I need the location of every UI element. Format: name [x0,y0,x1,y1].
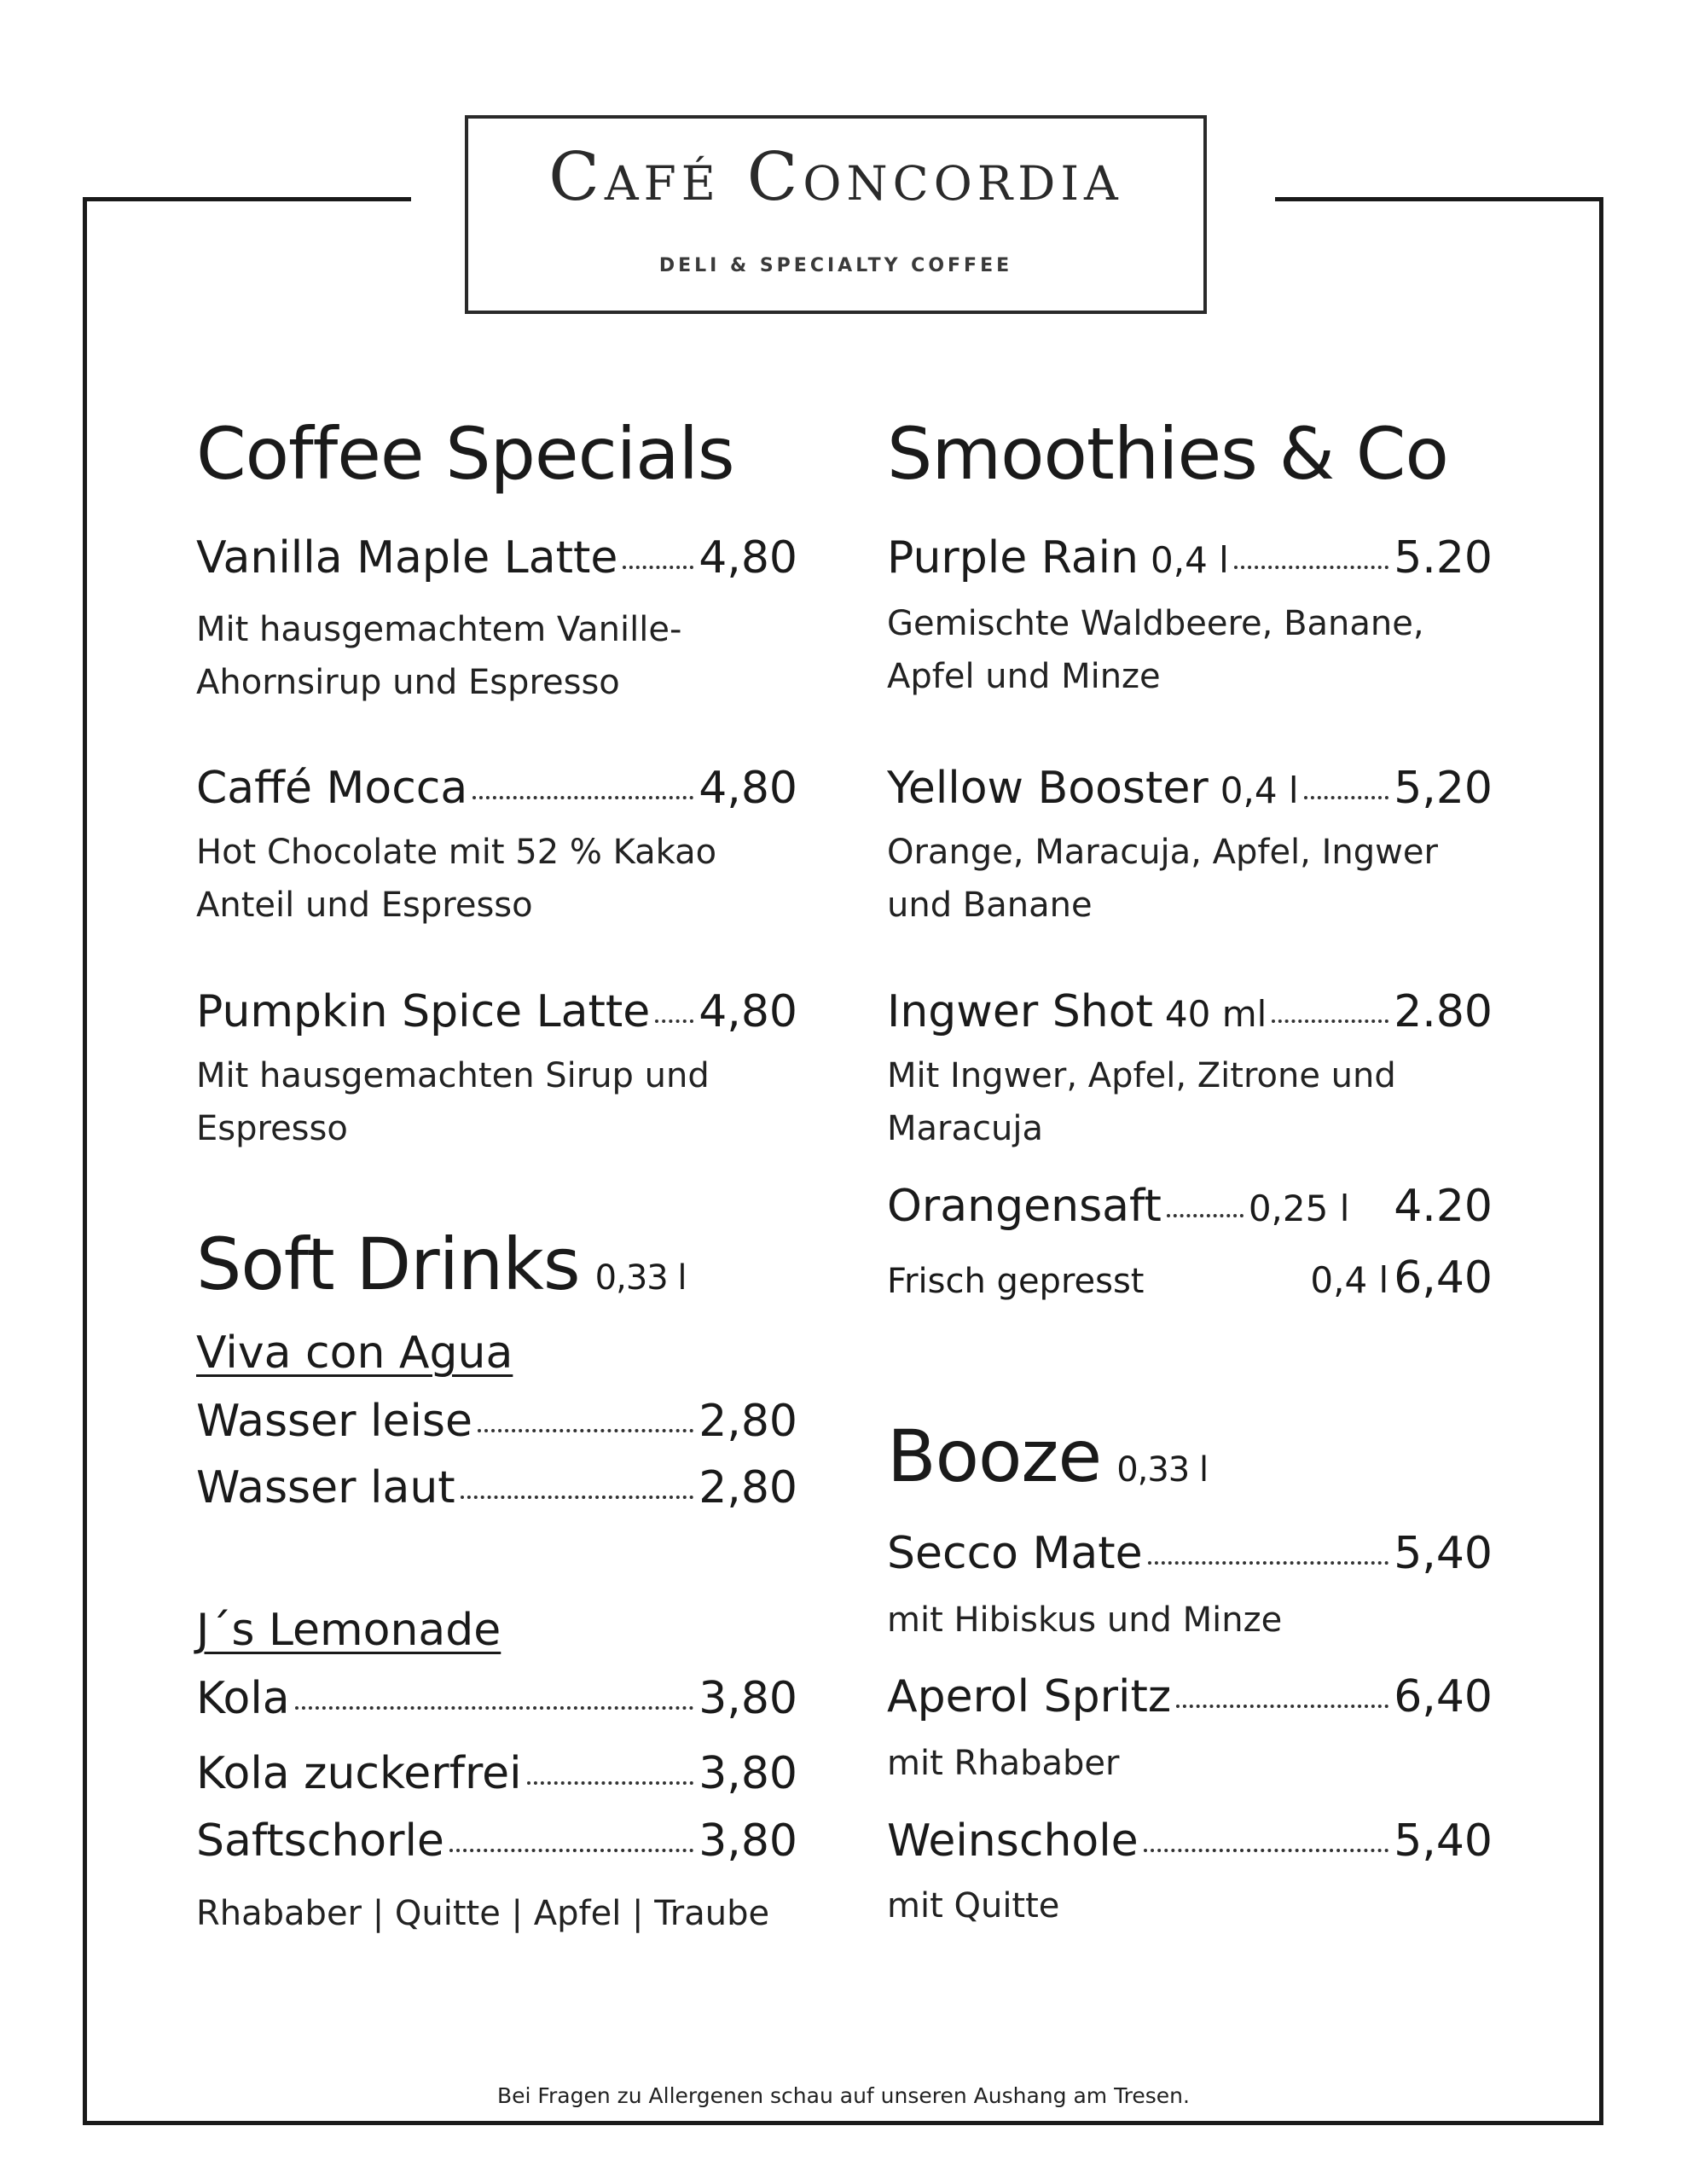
item-price: 5,40 [1394,1528,1493,1579]
frame-border-left [83,197,87,2125]
leader-dots [472,796,693,799]
menu-item-weinschole [887,1815,1493,1867]
item-price: 4,80 [699,532,797,584]
item-price: 4,80 [699,763,797,814]
logo-subtitle: DELI & SPECIALTY COFFEE [658,255,1013,276]
menu-item-purple-rain [887,532,1493,584]
item-name: Ingwer Shot [887,986,1153,1037]
frame-border-top-right [1275,197,1603,201]
item-description [196,826,797,932]
item-price: 3,80 [699,1673,797,1724]
item-description [887,826,1493,932]
menu-item-vanilla-maple-latte [196,532,797,584]
leader-dots [655,1019,693,1023]
item-description: mit Quitte [887,1886,1060,1926]
logo [465,115,1207,314]
item-size: 0,4 l [1151,539,1229,581]
item-name: Wasser laut [196,1462,455,1513]
item-price: 2,80 [699,1396,797,1447]
flavor-options: Rhababer | Quitte | Apfel | Traube [196,1894,770,1933]
leader-dots [623,566,693,569]
item-description [887,597,1493,703]
leader-dots [449,1849,693,1852]
desc-line: Gemischte Waldbeere, Banane, [887,604,1424,643]
item-name: Yellow Booster [887,763,1209,814]
allergen-footer-note: Bei Fragen zu Allergenen schau auf unseren Aushang am Tresen. [497,2083,1190,2108]
leader-dots [295,1706,694,1710]
frame-border-bottom [83,2121,1603,2125]
frame-border-right [1599,197,1603,2125]
desc-line: Mit hausgemachtem Vanille- [196,610,682,649]
leader-dots [1304,796,1389,799]
section-title-soft-drinks [196,1223,687,1306]
item-price: 4,80 [699,986,797,1037]
item-description: mit Rhababer [887,1744,1120,1783]
item-description [196,1049,797,1155]
item-price: 2.80 [1394,986,1493,1037]
item-price: 6,40 [1394,1252,1493,1304]
item-name: Secco Mate [887,1528,1143,1579]
desc-line: Espresso [196,1109,348,1148]
desc-line: und Banane [887,886,1093,925]
leader-dots [1148,1561,1389,1565]
desc-line: Mit hausgemachten Sirup und [196,1056,710,1095]
desc-line: Ahornsirup und Espresso [196,663,620,702]
item-name: Purple Rain [887,532,1139,584]
menu-item-orangensaft [887,1181,1493,1232]
desc-line: Apfel und Minze [887,657,1161,696]
logo-title: Café Concordia [548,139,1123,216]
desc-line: Orange, Maracuja, Apfel, Ingwer [887,833,1438,872]
section-title-text: Soft Drinks [196,1223,580,1306]
item-price: 3,80 [699,1815,797,1867]
item-name: Aperol Spritz [887,1671,1172,1722]
item-description [196,603,797,709]
section-title-text: Booze [887,1414,1102,1498]
menu-item-yellow-booster [887,763,1493,814]
item-name: Vanilla Maple Latte [196,532,618,584]
leader-dots [1234,566,1388,569]
menu-item-wasser-leise [196,1396,797,1447]
item-size: 0,25 l [1248,1188,1350,1229]
item-name: Caffé Mocca [196,763,468,814]
section-title-booze [887,1414,1209,1498]
item-description: mit Hibiskus und Minze [887,1600,1283,1640]
desc-line: Hot Chocolate mit 52 % Kakao [196,833,717,872]
item-price: 6,40 [1394,1671,1493,1722]
item-price: 2,80 [699,1462,797,1513]
orangensaft-second-size [887,1252,1493,1304]
section-size: 0,33 l [1116,1450,1209,1490]
menu-item-ingwer-shot [887,986,1493,1037]
item-price: 3,80 [699,1748,797,1799]
item-price: 5,20 [1394,763,1493,814]
item-name: Kola [196,1673,290,1724]
item-name: Kola zuckerfrei [196,1748,522,1799]
menu-item-pumpkin-spice-latte [196,986,797,1037]
leader-dots [1176,1705,1388,1708]
item-name: Wasser leise [196,1396,473,1447]
frame-border-top-left [83,197,411,201]
leader-dots [1272,1019,1388,1023]
menu-item-kola [196,1673,797,1724]
item-name: Weinschole [887,1815,1139,1867]
menu-item-secco-mate [887,1528,1493,1579]
subheading-js-lemonade: J´s Lemonade [196,1605,501,1656]
leader-dots [478,1429,693,1432]
menu-item-saftschorle [196,1815,797,1867]
item-name: Saftschorle [196,1815,444,1867]
menu-item-kola-zuckerfrei [196,1748,797,1799]
section-size: 0,33 l [594,1258,687,1298]
desc-line: Maracuja [887,1109,1043,1148]
item-description: Frisch gepresst [887,1262,1145,1301]
leader-dots [527,1781,694,1785]
section-title-coffee: Coffee Specials [196,412,734,496]
item-price: 5.20 [1394,532,1493,584]
leader-dots [1144,1849,1389,1852]
menu-item-aperol-spritz [887,1671,1493,1722]
item-description [887,1049,1493,1155]
leader-dots [461,1496,694,1499]
item-name: Orangensaft [887,1181,1162,1232]
desc-line: Mit Ingwer, Apfel, Zitrone und [887,1056,1396,1095]
section-title-smoothies: Smoothies & Co [887,412,1448,496]
subheading-viva-con-agua: Viva con Agua [196,1327,513,1379]
menu-item-caffe-mocca [196,763,797,814]
item-size: 0,4 l [1220,770,1299,811]
item-price: 4.20 [1394,1181,1493,1232]
item-price: 5,40 [1394,1815,1493,1867]
leader-dots [1167,1214,1244,1217]
menu-item-wasser-laut [196,1462,797,1513]
item-size: 0,4 l [1310,1259,1389,1301]
desc-line: Anteil und Espresso [196,886,533,925]
item-size: 40 ml [1164,993,1267,1035]
item-name: Pumpkin Spice Latte [196,986,651,1037]
